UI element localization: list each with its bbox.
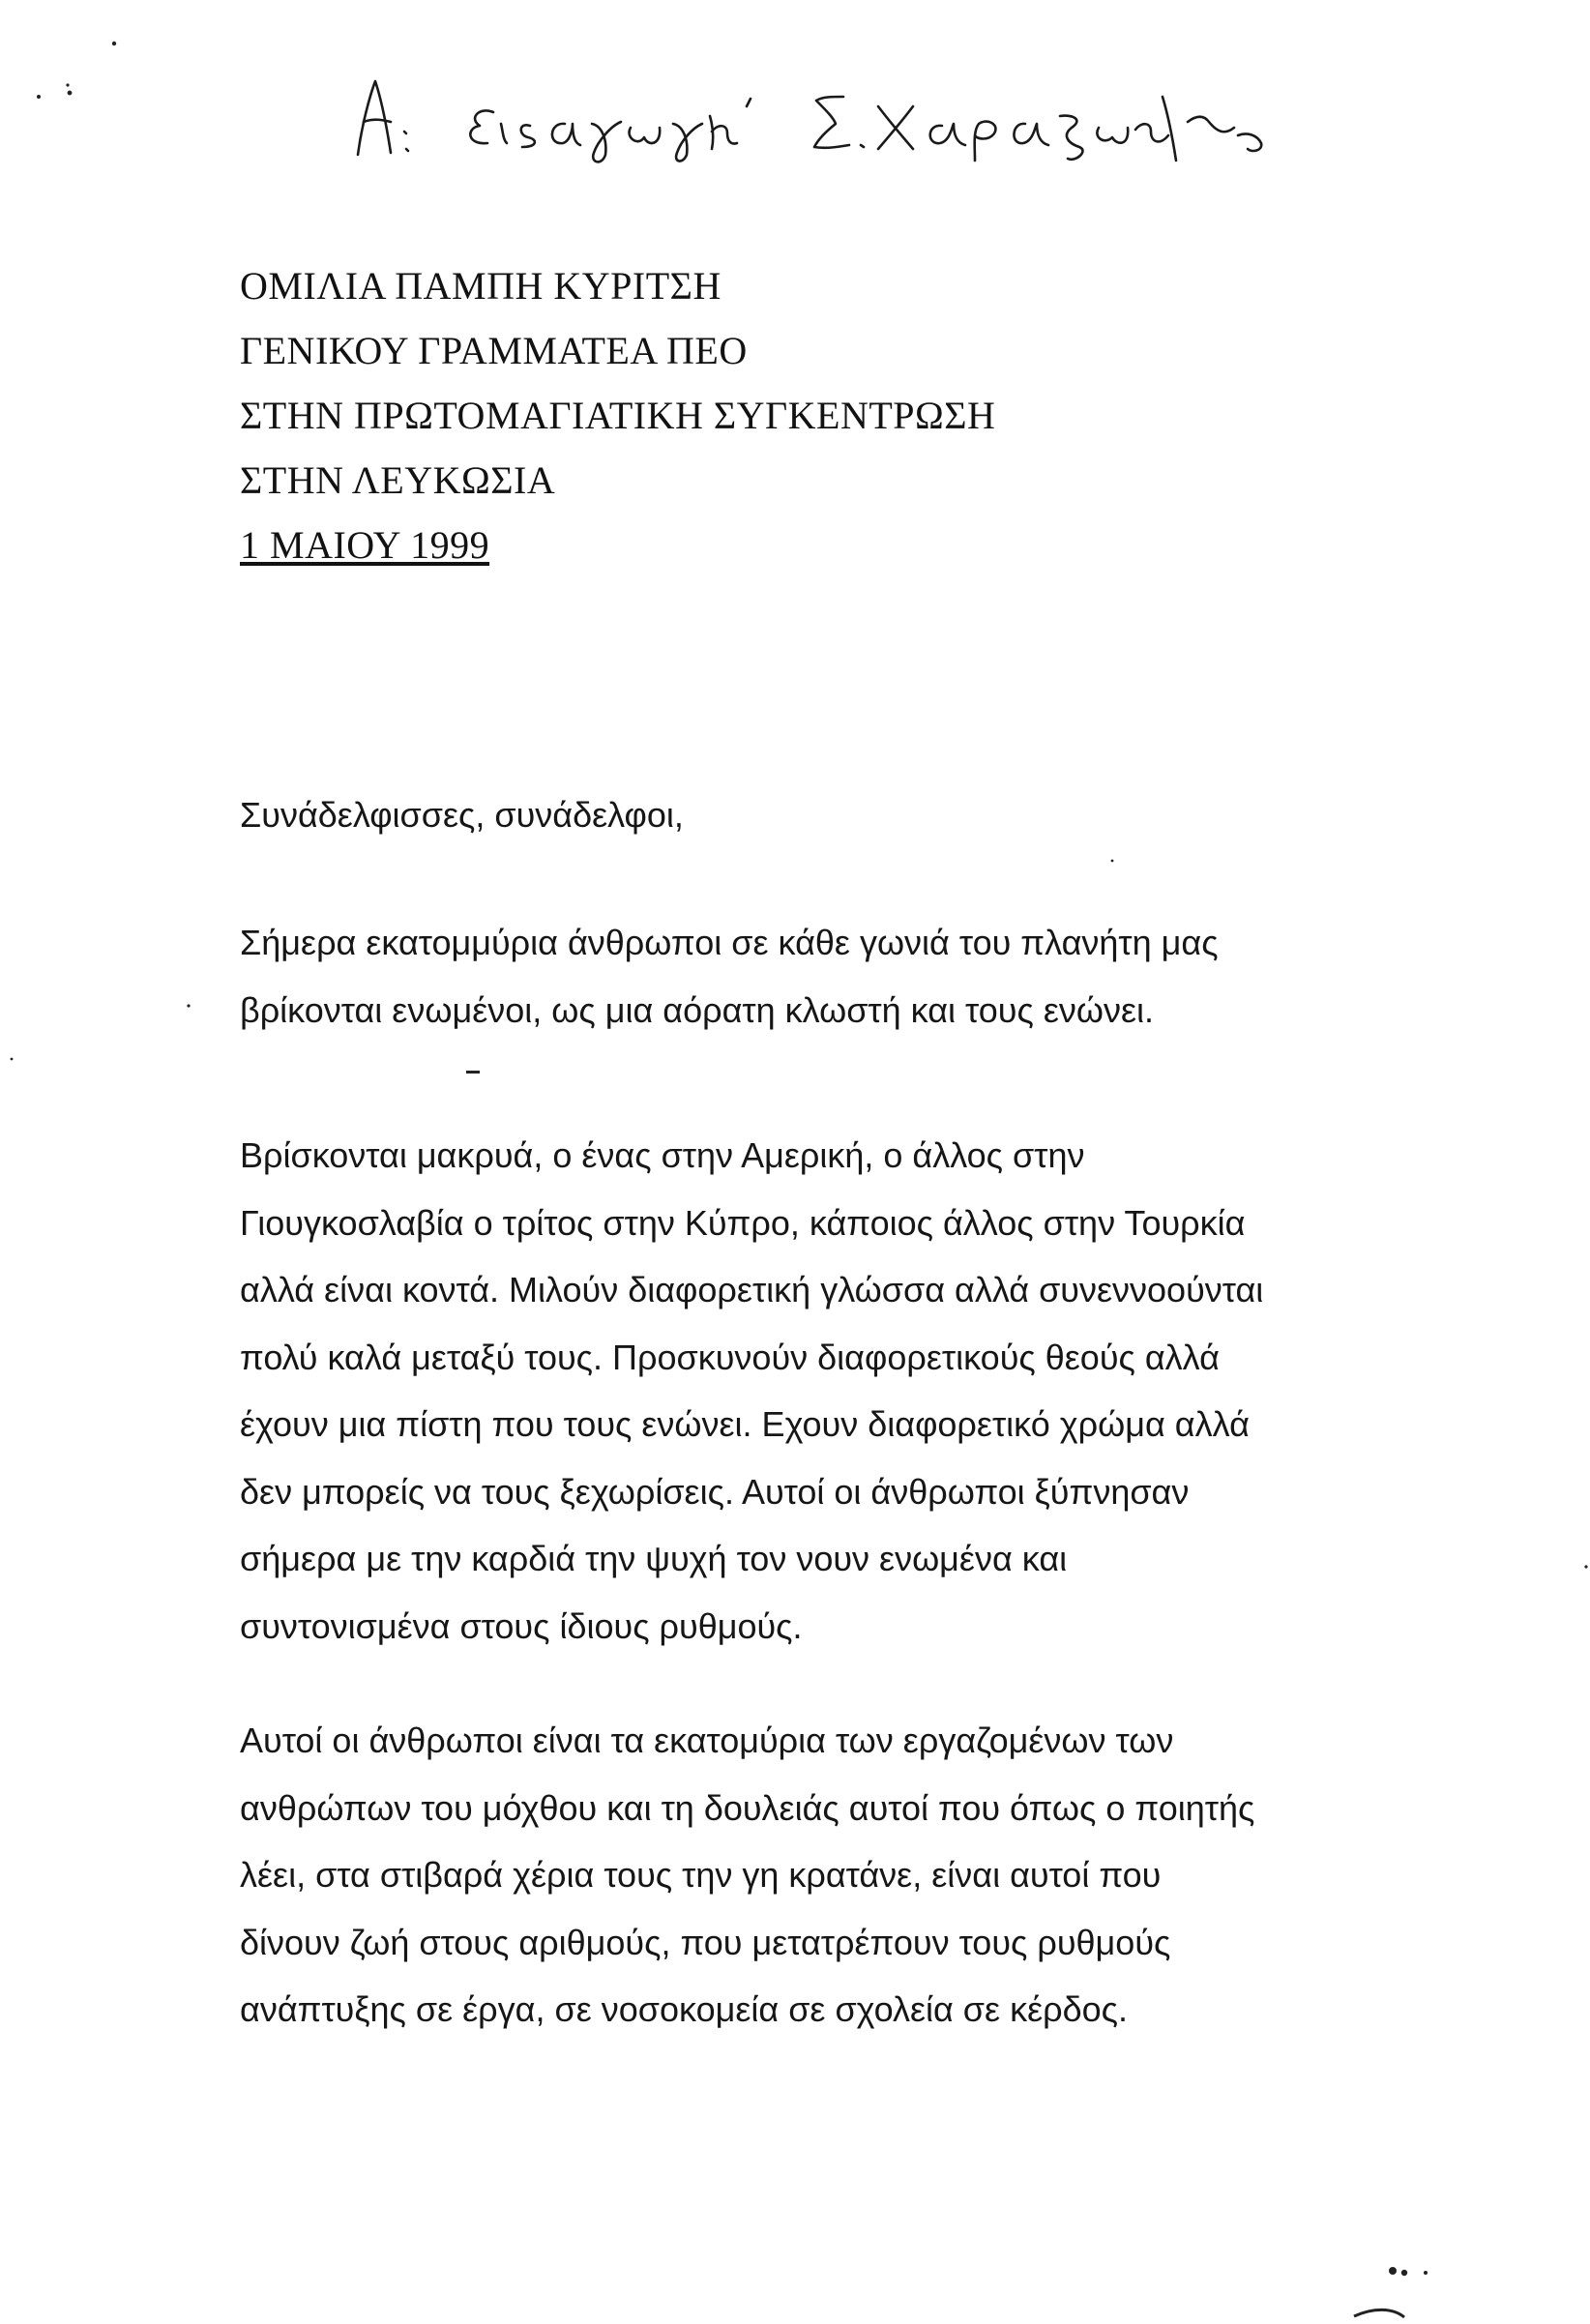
heading-line-location: ΣΤΗΝ ΛΕΥΚΩΣΙΑ: [240, 458, 556, 502]
paragraph-2: [240, 1122, 1362, 1660]
paragraph-line: συντονισμένα στους ίδιους ρυθμούς.: [240, 1605, 803, 1646]
greeting-line: Συνάδελφισσες, συνάδελφοι,: [240, 795, 684, 835]
paragraph-line: δεν μπορείς να τους ξεχωρίσεις. Αυτοί οι άνθρωποι ξύπνησαν: [240, 1471, 1190, 1512]
scan-speck: [1401, 2270, 1407, 2276]
scan-speck: [66, 83, 69, 86]
scan-speck: [11, 1058, 14, 1061]
paragraph-line: βρίκονται ενωμένοι, ως μια αόρατη κλωστή και τους ενώνει.: [240, 989, 1155, 1030]
speech-heading: [240, 253, 995, 577]
paragraph-line: δίνουν ζωή στους αριθμούς, που μετατρέπουν τους ρυθμούς: [240, 1922, 1171, 1962]
paragraph-line: Βρίσκονται μακρυά, ο ένας στην Αμερική, ο άλλος στην: [240, 1135, 1085, 1175]
scan-speck: [187, 1004, 190, 1007]
paragraph-line: αλλά είναι κοντά. Μιλούν διαφορετική γλώσσα αλλά συνεννοούνται: [240, 1270, 1264, 1309]
handwritten-note: [348, 68, 1277, 164]
scan-speck: [68, 91, 73, 96]
paragraph-line: ανθρώπων του μόχθου και τη δουλειάς αυτοί που όπως ο ποιητής: [240, 1787, 1255, 1828]
paragraph-line: πολύ καλά μεταξύ τους. Προσκυνούν διαφορετικούς θεούς αλλά: [240, 1337, 1220, 1377]
page-number-fragment: [1354, 2309, 1404, 2317]
paragraph-line: Αυτοί οι άνθρωποι είναι τα εκατομύρια των εργαζομένων των: [240, 1721, 1174, 1760]
paragraph-line: έχουν μια πίστη που τους ενώνει. Εχουν διαφορετικό χρώμα αλλά: [240, 1404, 1250, 1444]
scan-speck: [112, 42, 116, 45]
paragraph-1: [240, 909, 1362, 1044]
paragraph-3: [240, 1707, 1362, 2044]
heading-line-event: ΣΤΗΝ ΠΡΩΤΟΜΑΓΙΑΤΙΚΗ ΣΥΓΚΕΝΤΡΩΣΗ: [240, 394, 996, 437]
greeting: [240, 781, 1362, 849]
paragraph-line: λέει, στα στιβαρά χέρια τους την γη κρατάνε, είναι αυτοί που: [240, 1855, 1162, 1895]
heading-line-title: ΓΕΝΙΚΟΥ ΓΡΑΜΜΑΤΕΑ ΠΕΟ: [240, 329, 748, 372]
scan-speck: [1424, 2271, 1428, 2275]
scan-speck: [466, 1071, 480, 1074]
paragraph-line: Σήμερα εκατομμύρια άνθρωποι σε κάθε γωνιά του πλανήτη μας: [240, 923, 1219, 962]
scan-speck: [37, 95, 41, 99]
heading-date: 1 ΜΑΙΟΥ 1999: [240, 523, 490, 567]
heading-line-speaker: ΟΜΙΛΙΑ ΠΑΜΠΗ ΚΥΡΙΤΣΗ: [240, 264, 721, 308]
handwriting-scribble: [348, 68, 1277, 164]
paragraph-line: ανάπτυξης σε έργα, σε νοσοκομεία σε σχολεία σε κέρδος.: [240, 1989, 1129, 2029]
scan-speck: [1111, 860, 1114, 863]
paragraph-line: Γιουγκοσλαβία ο τρίτος στην Κύπρο, κάποιος άλλος στην Τουρκία: [240, 1202, 1246, 1243]
scan-speck: [1584, 1565, 1587, 1568]
paragraph-line: σήμερα με την καρδιά την ψυχή τον νουν ενωμένα και: [240, 1539, 1068, 1578]
scan-speck: [1389, 2267, 1397, 2275]
